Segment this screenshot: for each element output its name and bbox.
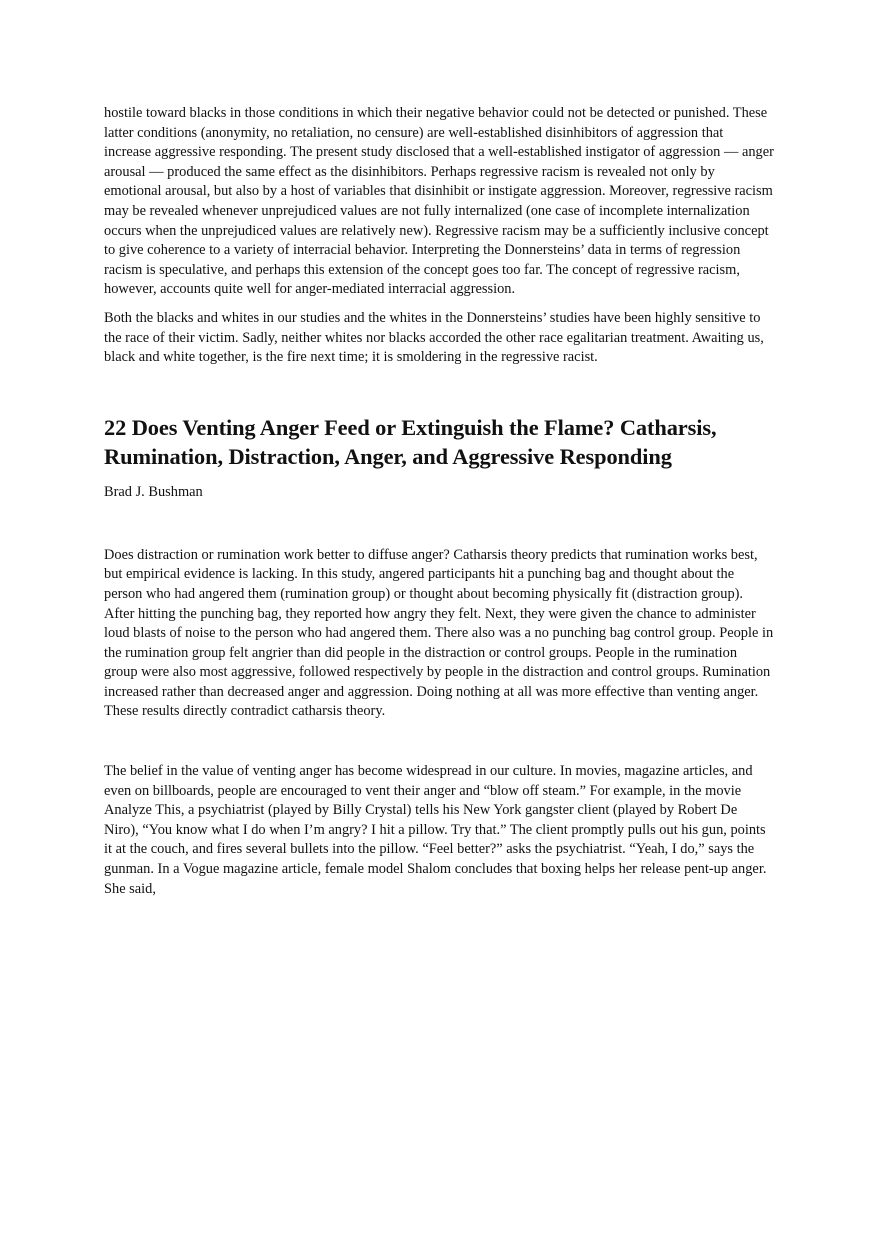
chapter-body-paragraph: The belief in the value of venting anger has become widespread in our culture. In movies, magazine articles, and even on billboards, people are encouraged to vent their anger and “blow off steam.” For example, in the movie Analyze This, a psychiatrist (played by Billy Crystal) tells his New York gangster client (played by Robert De Niro), “You know what I do when I’m angry? I hit a pillow. Try that.” The client promptly pulls out his gun, points it at the couch, and fires several bullets into the pillow. “Feel better?” asks the psychiatrist. “Yeah, I do,” says the gunman. In a Vogue magazine article, female model Shalom concludes that boxing helps her release pent-up anger. She said, (104, 763, 767, 897)
continued-paragraph: hostile toward blacks in those conditions in which their negative behavior could not be detected or punished. These latter conditions (anonymity, no retaliation, no censure) are well-established disinhibitors of aggression that increase aggressive responding. The present study disclosed that a well-established instigator of aggression — anger arousal — produced the same effect as the disinhibitors. Perhaps regressive racism is revealed not only by emotional arousal, but also by a host of variables that disinhibit or instigate aggression. Moreover, regressive racism may be revealed whenever unprejudiced values are not fully internalized (one case of incomplete internalization occurs when the unprejudiced values are relatively new). Regressive racism may be a sufficiently inclusive concept to give coherence to a variety of interracial behavior. Interpreting the Donnersteins’ data in terms of regression racism is speculative, and perhaps this extension of the concept goes too far. The concept of regressive racism, however, accounts quite well for anger-mediated interracial aggression. (104, 105, 774, 298)
document-page (104, 104, 774, 899)
chapter-title: 22 Does Venting Anger Feed or Extinguish the Flame? Catharsis, Rumination, Distraction, Anger, and Aggressive Responding (104, 414, 717, 469)
chapter-abstract: Does distraction or rumination work better to diffuse anger? Catharsis theory predicts that rumination works best, but empirical evidence is lacking. In this study, angered participants hit a punching bag and thought about the person who had angered them (rumination group) or thought about becoming physically fit (distraction group). After hitting the punching bag, they reported how angry they felt. Next, they were given the chance to administer loud blasts of noise to the person who had angered them. There also was a no punching bag control group. People in the rumination group felt angrier than did people in the distraction or control groups. People in the rumination group were also most aggressive, followed respectively by people in the distraction and control groups. Rumination increased rather than decreased anger and aggression. Doing nothing at all was more effective than venting anger. These results directly contradict catharsis theory. (104, 546, 774, 720)
chapter-author: Brad J. Bushman (104, 483, 203, 500)
closing-paragraph: Both the blacks and whites in our studies and the whites in the Donnersteins’ studies have been highly sensitive to the race of their victim. Sadly, neither whites nor blacks accorded the other race egalitarian treatment. Awaiting us, black and white together, is the fire next time; it is smoldering in the regressive racist. (104, 309, 764, 366)
